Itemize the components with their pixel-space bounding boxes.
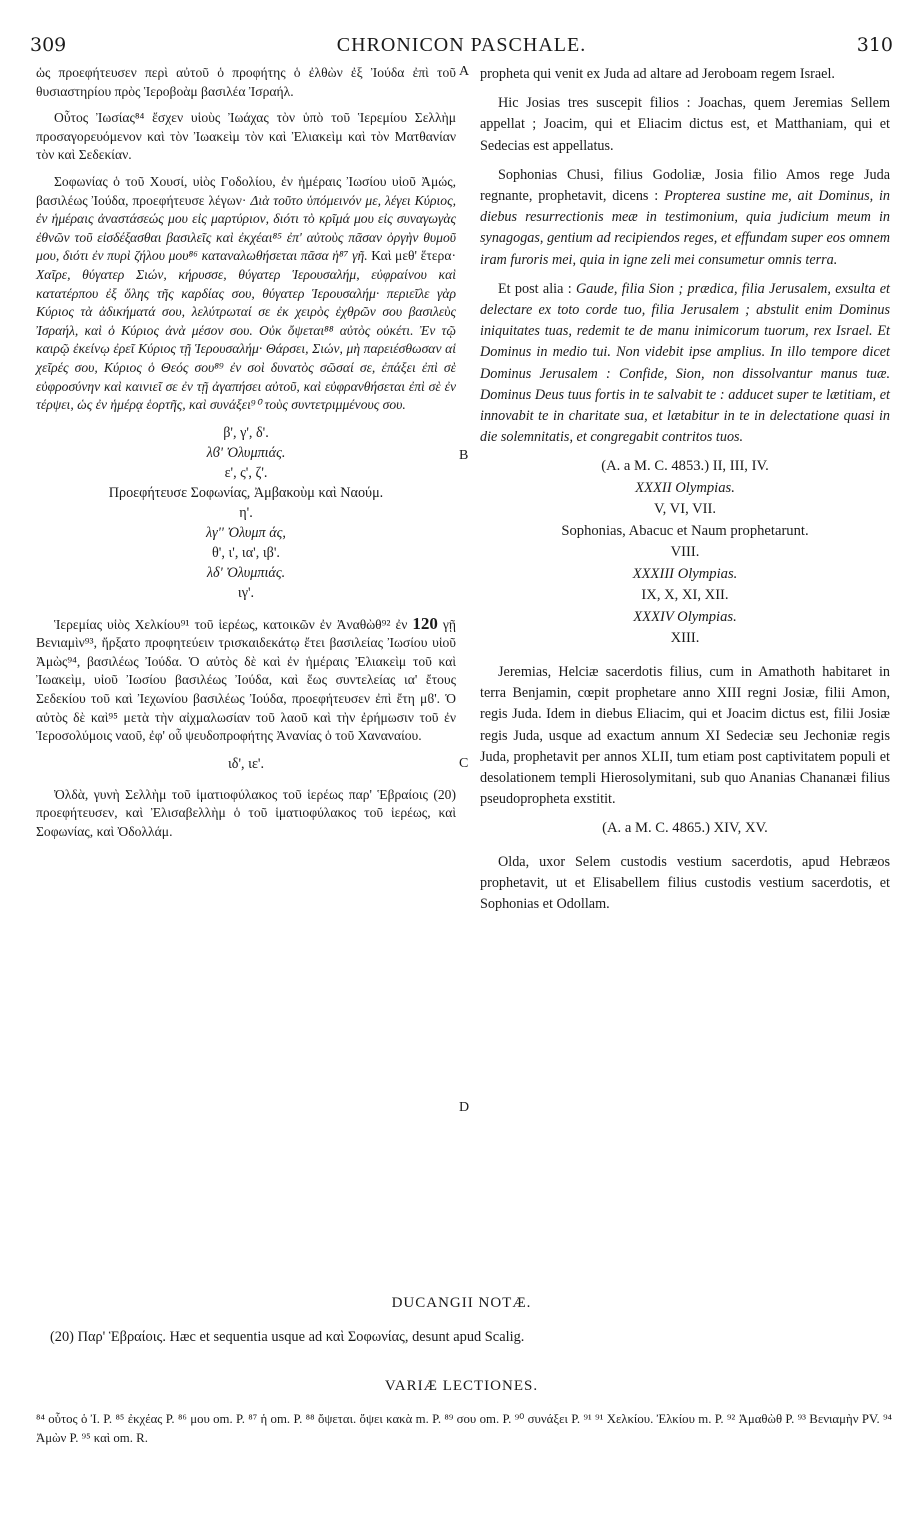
- page-header: [30, 34, 893, 58]
- latin-paragraph: Olda, uxor Selem custodis vestium sacerdotis, apud Hebræos prophetavit, ut et Elisabellem filius custodis vestium sacerdotis, et Sophonias et Odollam.: [480, 853, 890, 913]
- latin-column: [480, 64, 890, 923]
- greek-paragraph: [36, 173, 456, 415]
- latin-paragraph: Jeremias, Helciæ sacerdotis filius, cum in Amathoth habitaret in terra Benjamin, cœpit prophetare anno XIII regni Josiæ, filii Amon, regis Juda. Idem in diebus Eliacim, qui et Joacim dictus est, filii Josiæ regis Juda, usque ad exactum annum XI Sedeciæ seu Jechoniæ regis Juda, prophetavit per annos XLII, tum etiam post captivitatem populi et desolationem templi Hierosolymitani, sub quo Ananias Chananæi filius pseudopropheta exstitit.: [480, 663, 890, 808]
- notes-heading: DUCANGII NOTÆ.: [391, 1295, 532, 1311]
- page-number-left: 309: [30, 34, 67, 56]
- margin-marker-d: D: [459, 1100, 470, 1115]
- greek-paragraph: Ὀλδὰ, γυνὴ Σελλὴμ τοῦ ἱματιοφύλακος τοῦ ἱερέως παρ' Ἑβραίοις (20) προεφήτευσεν, καὶ Ἐλισαβελλὴμ ὁ τοῦ ἱματιοφύλακος τοῦ ἱερέως, καὶ Σοφωνίας, καὶ Ὀδολλάμ.: [36, 786, 456, 840]
- latin-paragraph: Hic Josias tres suscepit filios : Joachas, quem Jeremias Sellem appellat ; Joacim, qui et Eliacim dictus est, et Matthaniam, qui et Sedecias est appellatus.: [480, 95, 890, 154]
- chron-line: θ', ι', ια', ιβ'.: [212, 544, 280, 561]
- greek-quotation: Χαῖρε, θύγατερ Σιών, κήρυσσε, θύγατερ Ἱερουσαλήμ, εὐφραίνου καὶ κατατέρπου ἐξ ὅλης τῆς καρδίας σου, θύγατερ Ἱερουσαλήμ· περιεῖλε γὰρ Κύριος τὰ ἀδικήματά σου, λελύτρωταί σε ἐκ χειρὸς ἐχθρῶν σου βασιλεὺς Ἰσραήλ, καὶ ὁ Κύριος ἀνὰ μέσον σου. Οὐκ ὄψεται⁸⁸ αὐτὸς οὐκέτι. Ἐν τῷ καιρῷ ἐκείνῳ ἐρεῖ Κύριος τῇ Ἱερουσαλήμ· Θάρσει, Σιών, μὴ παρειέσθωσαν αἱ χεῖρές σου, Κύριος ὁ Θεός σου⁸⁹ ἐν σοὶ δυνατὸς σῶσαί σε, ἐπάξει ἐπὶ σὲ εὐφροσύνην καὶ καινιεῖ σε ἐν τῇ ἀγαπήσει αὐτοῦ, καὶ εὐφρανθήσεται ἐπὶ σὲ ἐν τέρψει, ὡς ἐν ἡμέρᾳ ἑορτῆς, καὶ συνάξει⁹⁰ τοὺς συντετριμμένους σου.: [36, 266, 456, 413]
- chron-line: (A. a M. C. 4865.) XIV, XV.: [602, 820, 768, 837]
- chron-line: η'.: [239, 504, 253, 521]
- margin-marker-a: A: [459, 64, 470, 79]
- latin-paragraph: [480, 165, 890, 271]
- latin-quotation: Gaude, filia Sion ; prædica, filia Jerusalem, exsulta et delectare ex toto corde tuo, filia Jerusalem ; abstulit enim Dominus iniquitates tuas, redemit te de manu inimicorum tuorum, rex Israel. Et Dominus in medio tui. Non videbit ipse amplius. In illo tempore dicet Dominus Jerusalem : Confide, Sion, non dissolvantur manus tuæ. Dominus Deus tuus fortis in te salvabit te : adducet super te lætitiam, et innovabit te in charitate sua, et lætabitur in te in delectatione quasi in die solemnitatis, et congregabit contritos tuos.: [480, 280, 890, 446]
- chron-line: λϐ' Ὀλυμπιάς.: [206, 444, 286, 461]
- greek-column: [36, 64, 456, 850]
- page-number-right: 310: [856, 34, 893, 56]
- chron-line: XXXII Olympias.: [635, 479, 735, 496]
- greek-text: γῇ Βενιαμὶν⁹³, ἤρξατο προφητεύειν τρισκαιδεκάτῳ ἔτει βασιλείας Ἰωσίου υἱοῦ Ἀμὼς⁹⁴, βασιλέως Ἰούδα. Ὁ αὐτὸς δὲ καὶ ἐν ἡμέραις Ἐλιακεὶμ τοῦ καὶ Ἰωακεὶμ, υἱοῦ Ἰωσίου βασιλέως Ἰούδα, καὶ ἕως συντελείας ια' ἔτους Σεδεκίου τοῦ καὶ Ἰεχωνίου βασιλέως Ἰούδα, προεφήτευσεν ἐπὶ ἔτη μϐ'. Ὁ αὐτὸς δὲ καὶ⁹⁵ μετὰ τὴν αἰχμαλωσίαν τοῦ λαοῦ καὶ τὴν ἐρήμωσιν τοῦ ἐν Ἱεροσολύμοις ναοῦ, ἐφ' οὗ ψευδοπροφήτης Ἀνανίας ὁ τοῦ Χαναναίου.: [36, 616, 457, 744]
- latin-paragraph: prophetа qui venit ex Juda ad altare ad Jeroboam regem Israel.: [480, 66, 835, 82]
- greek-text: Καὶ μεθ' ἕτερα·: [371, 248, 456, 264]
- chron-line: λδ' Ὀλυμπιάς.: [206, 564, 286, 581]
- chron-line: β', γ', δ'.: [223, 424, 269, 441]
- latin-chronology: [480, 456, 890, 650]
- chron-line: ε', ς', ζ'.: [224, 464, 268, 481]
- greek-chronology: [36, 754, 456, 774]
- latin-chronology: [480, 818, 890, 840]
- footnote: (20) Παρ' Ἑβραίοις. Hæc et sequentia usque ad καὶ Σοφωνίας, desunt apud Scalig.: [50, 1329, 525, 1345]
- chron-line: Προεφήτευσε Σοφωνίας, Ἀμβακοὺμ καὶ Ναούμ.: [108, 484, 384, 501]
- latin-quotation: Propterea sustine me, ait Dominus, in diebus resurrectionis meæ in testimonium, quia judicium meum in synagogas, gentium ad recipiendos reges, et effundam super eos omnem iram furoris mei, quia in igne zeli mei consumetur omnis terra.: [480, 188, 891, 268]
- chron-line: XIII.: [670, 630, 700, 647]
- greek-paragraph: [36, 615, 456, 746]
- chron-line: VIII.: [670, 544, 700, 561]
- latin-text: Sophonias Chusi, filius Godoliæ, Josia filio Amos rege Juda regnante, prophetavit, dicens :: [480, 166, 890, 205]
- chron-line: XXXIV Olympias.: [633, 608, 737, 625]
- greek-paragraph: ὡς προεφήτευσεν περὶ αὐτοῦ ὁ προφήτης ὁ ἐλθὼν ἐξ Ἰούδα ἐπὶ τοῦ θυσιαστηρίου πρὸς Ἱεροβοὰμ βασιλέα Ἰσραήλ.: [36, 65, 456, 99]
- inline-page-number: 120: [412, 613, 438, 633]
- margin-marker-c: C: [459, 756, 469, 771]
- chron-line: (A. a M. C. 4853.) II, III, IV.: [601, 458, 769, 475]
- chron-line: ιδ', ιε'.: [227, 755, 265, 772]
- chron-line: ιγ'.: [237, 584, 255, 601]
- latin-paragraph: [480, 279, 890, 449]
- chron-line: λγ'' Ὀλυμπ άς,: [206, 524, 286, 541]
- chron-line: V, VI, VII.: [653, 501, 717, 518]
- chron-line: XXXIII Olympias.: [632, 565, 738, 582]
- greek-text: Σοφωνίας ὁ τοῦ Χουσί, υἱὸς Γοδολίου, ἐν ἡμέραις Ἰωσίου υἱοῦ Ἀμώς, βασιλέως Ἰούδα, προεφήτευσε λέγων·: [36, 173, 456, 208]
- running-title: CHRONICON PASCHALE.: [336, 34, 587, 56]
- greek-quotation: Διὰ τοῦτο ὑπόμεινόν με, λέγει Κύριος, ἐν ἡμέραις ἀναστάσεώς μου εἰς μαρτύριον, διότι τὸ κρῖμά μου εἰς συναγωγὰς ἐθνῶν τοῦ εἰσδέξασθαι βασιλεῖς καὶ ἐκχέαι⁸⁵ ἐπ' αὐτοὺς πᾶσαν ὀργὴν θυμοῦ μου, διότι ἐν πυρὶ ζήλου μου⁸⁶ καταναλωθήσεται πᾶσα ἡ⁸⁷ γῆ.: [36, 192, 456, 264]
- latin-text: Et post alia :: [498, 280, 572, 297]
- greek-text: Ἱερεμίας υἱὸς Χελκίου⁹¹ τοῦ ἱερέως, κατοικῶν ἐν Ἀναθὼθ⁹² ἐν: [54, 616, 408, 632]
- variant-readings: ⁸⁴ οὗτος ὁ Ἰ. P. ⁸⁵ ἐκχέας P. ⁸⁶ μου om. P. ⁸⁷ ἡ om. P. ⁸⁸ ὄψεται. ὄψει κακὰ m. P. ⁸⁹ σου om. P. ⁹⁰ συνάξει P. ⁹¹ ⁹¹ Χελκίου. Ἐλκίου m. P. ⁹² Ἀμαθὼθ P. ⁹³ Βενιαμὴν PV. ⁹⁴ Ἀμὼν P. ⁹⁵ καὶ om. R.: [36, 1412, 892, 1445]
- greek-paragraph: Οὗτος Ἰωσίας⁸⁴ ἔσχεν υἱοὺς Ἰωάχας τὸν ὑπὸ τοῦ Ἱερεμίου Σελλὴμ προσαγορευόμενον καὶ τὸν Ἰωακεὶμ τὸν καὶ Ἐλιακεὶμ καὶ τὸν Ματθανίαν τὸν καὶ Σεδεκίαν.: [36, 110, 456, 163]
- variant-readings-heading: VARIÆ LECTIONES.: [384, 1378, 539, 1394]
- chron-line: Sophonias, Abacuc et Naum prophetarunt.: [561, 522, 809, 539]
- chron-line: IX, X, XI, XII.: [641, 587, 729, 604]
- greek-chronology: [36, 423, 456, 603]
- margin-marker-b: B: [459, 448, 469, 463]
